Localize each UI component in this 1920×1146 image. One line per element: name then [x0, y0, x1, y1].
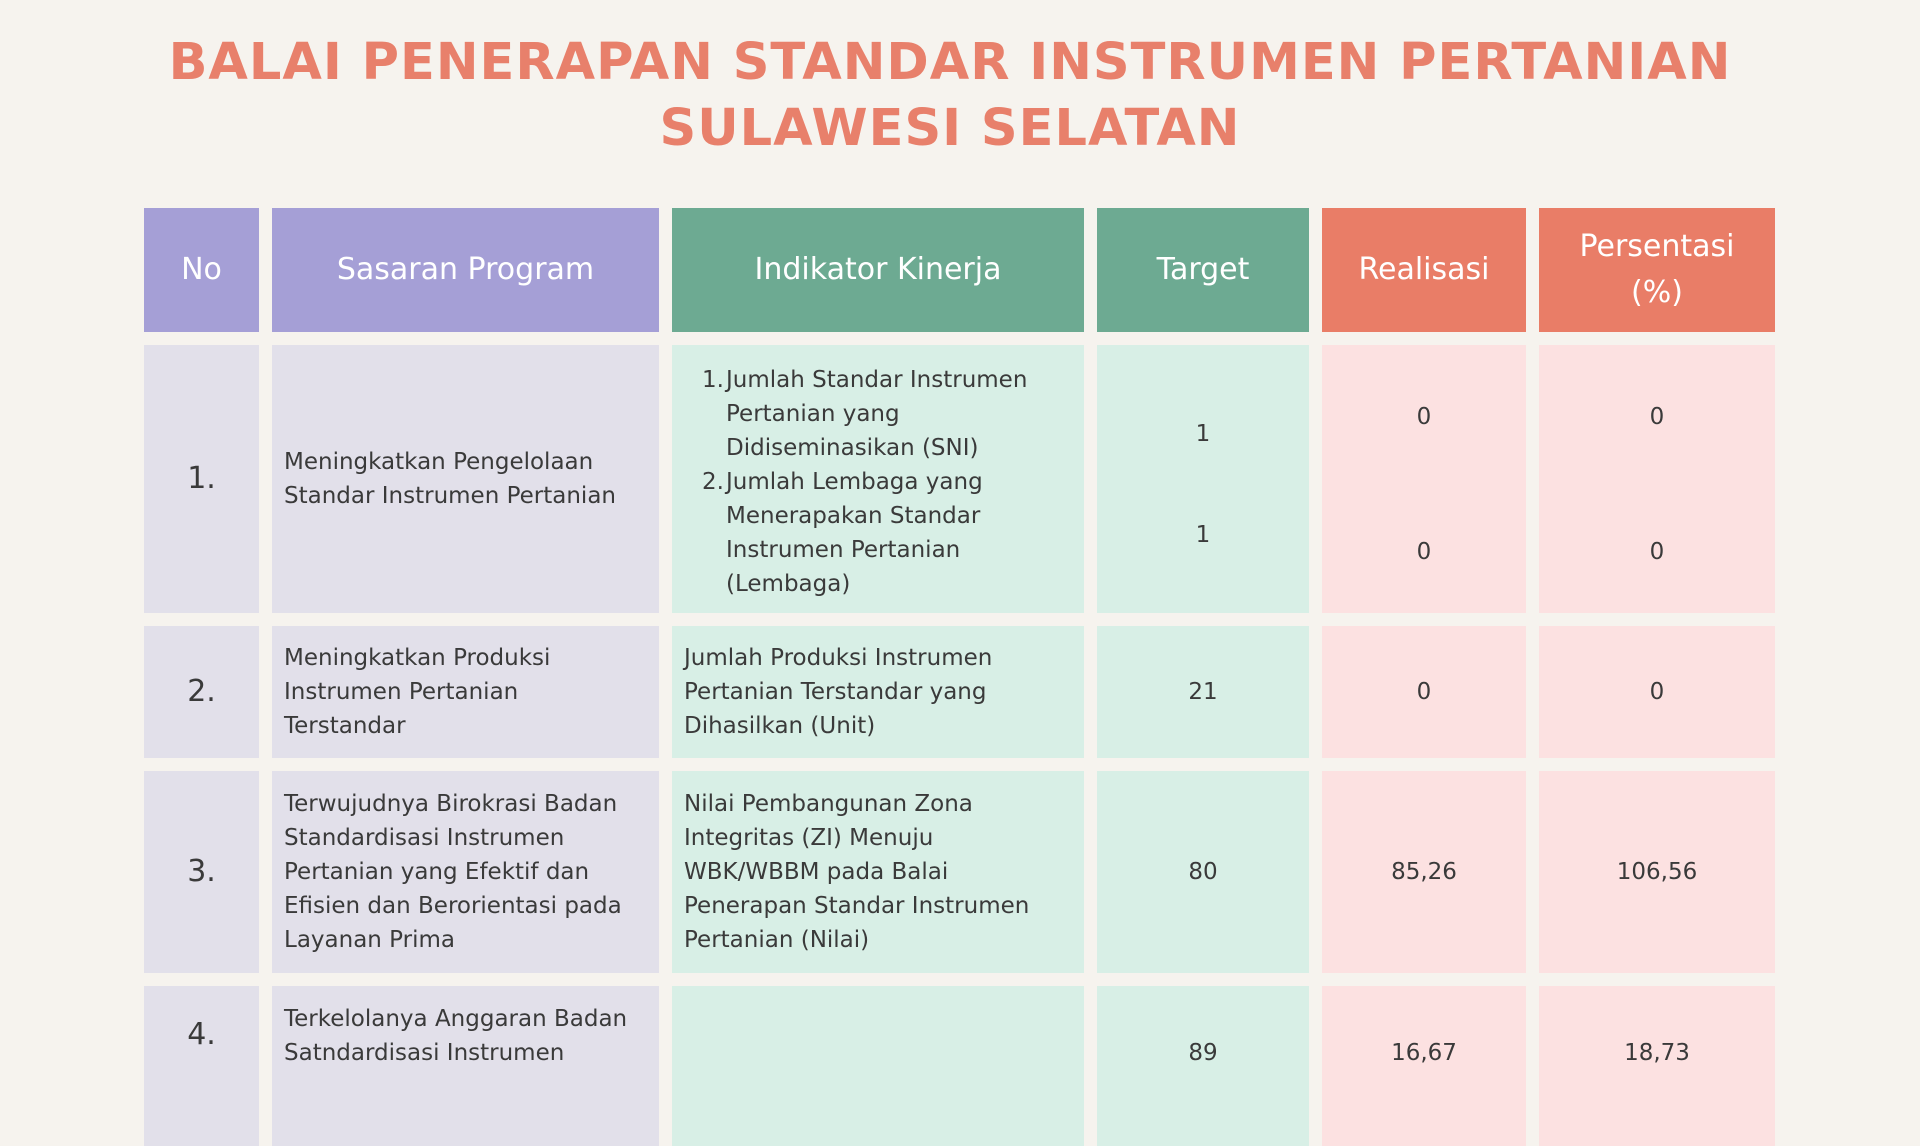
row-1-indikator-item-1-num: 1. — [702, 367, 724, 393]
header-target: Target — [1097, 208, 1309, 332]
row-4-no — [144, 986, 259, 1146]
row-1-persentasi-1: 0 — [1649, 404, 1665, 430]
row-4-indikator — [672, 986, 1084, 1146]
row-3-target: 80 — [1097, 771, 1309, 973]
row-4-persentasi-value: 18,73 — [1624, 1040, 1690, 1066]
row-4-sasaran: Terkelolanya Anggaran Badan Satndardisasi Instrumen — [272, 986, 659, 1146]
row-4-target-value: 89 — [1188, 1040, 1218, 1066]
row-1-persentasi — [1539, 345, 1775, 613]
row-2-no: 2. — [144, 626, 259, 758]
header-persentasi — [1539, 208, 1775, 332]
row-2-persentasi: 0 — [1539, 626, 1775, 758]
row-1-target — [1097, 345, 1309, 613]
row-3-persentasi: 106,56 — [1539, 771, 1775, 973]
row-2-sasaran: Meningkatkan Produksi Instrumen Pertanian Terstandar — [272, 626, 659, 758]
row-1-persentasi-2: 0 — [1649, 539, 1665, 565]
row-1-realisasi-1: 0 — [1416, 404, 1432, 430]
row-1-target-1: 1 — [1195, 421, 1211, 447]
row-1-indikator-item-1-text: Jumlah Standar Instrumen Pertanian yang Didiseminasikan (SNI) — [726, 367, 1028, 461]
row-1-sasaran: Meningkatkan Pengelolaan Standar Instrumen Pertanian — [272, 345, 659, 613]
page-title — [0, 30, 1900, 162]
row-3-realisasi: 85,26 — [1322, 771, 1526, 973]
row-1-indikator-item-1 — [702, 363, 1072, 465]
row-1-realisasi — [1322, 345, 1526, 613]
header-sasaran-program: Sasaran Program — [272, 208, 659, 332]
row-1-no: 1. — [144, 345, 259, 613]
row-2-realisasi: 0 — [1322, 626, 1526, 758]
title-line-2: SULAWESI SELATAN — [659, 99, 1241, 158]
row-2-indikator: Jumlah Produksi Instrumen Pertanian Terstandar yang Dihasilkan (Unit) — [672, 626, 1084, 758]
header-persentasi-label: Persentasi — [1579, 229, 1735, 264]
header-persentasi-unit: (%) — [1631, 275, 1683, 310]
performance-table — [144, 208, 1775, 1146]
row-1-indikator — [672, 345, 1084, 613]
row-4-persentasi — [1539, 986, 1775, 1146]
row-3-indikator: Nilai Pembangunan Zona Integritas (ZI) Menuju WBK/WBBM pada Balai Penerapan Standar Instrumen Pertanian (Nilai) — [672, 771, 1084, 973]
row-1-realisasi-2: 0 — [1416, 539, 1432, 565]
row-4-realisasi — [1322, 986, 1526, 1146]
row-4-realisasi-value: 16,67 — [1391, 1040, 1457, 1066]
header-realisasi: Realisasi — [1322, 208, 1526, 332]
header-indikator-kinerja: Indikator Kinerja — [672, 208, 1084, 332]
title-line-1: BALAI PENERAPAN STANDAR INSTRUMEN PERTANIAN — [168, 33, 1732, 92]
row-1-target-2: 1 — [1195, 522, 1211, 548]
row-4-target — [1097, 986, 1309, 1146]
row-3-no: 3. — [144, 771, 259, 973]
row-1-indikator-item-2-text: Jumlah Lembaga yang Menerapakan Standar Instrumen Pertanian (Lembaga) — [726, 469, 983, 597]
row-4-no-text: 4. — [187, 1017, 216, 1052]
row-2-target: 21 — [1097, 626, 1309, 758]
header-no: No — [144, 208, 259, 332]
row-3-sasaran: Terwujudnya Birokrasi Badan Standardisasi Instrumen Pertanian yang Efektif dan Efisien dan Berorientasi pada Layanan Prima — [272, 771, 659, 973]
row-1-indikator-item-2 — [702, 465, 1072, 601]
row-1-indikator-item-2-num: 2. — [702, 469, 724, 495]
